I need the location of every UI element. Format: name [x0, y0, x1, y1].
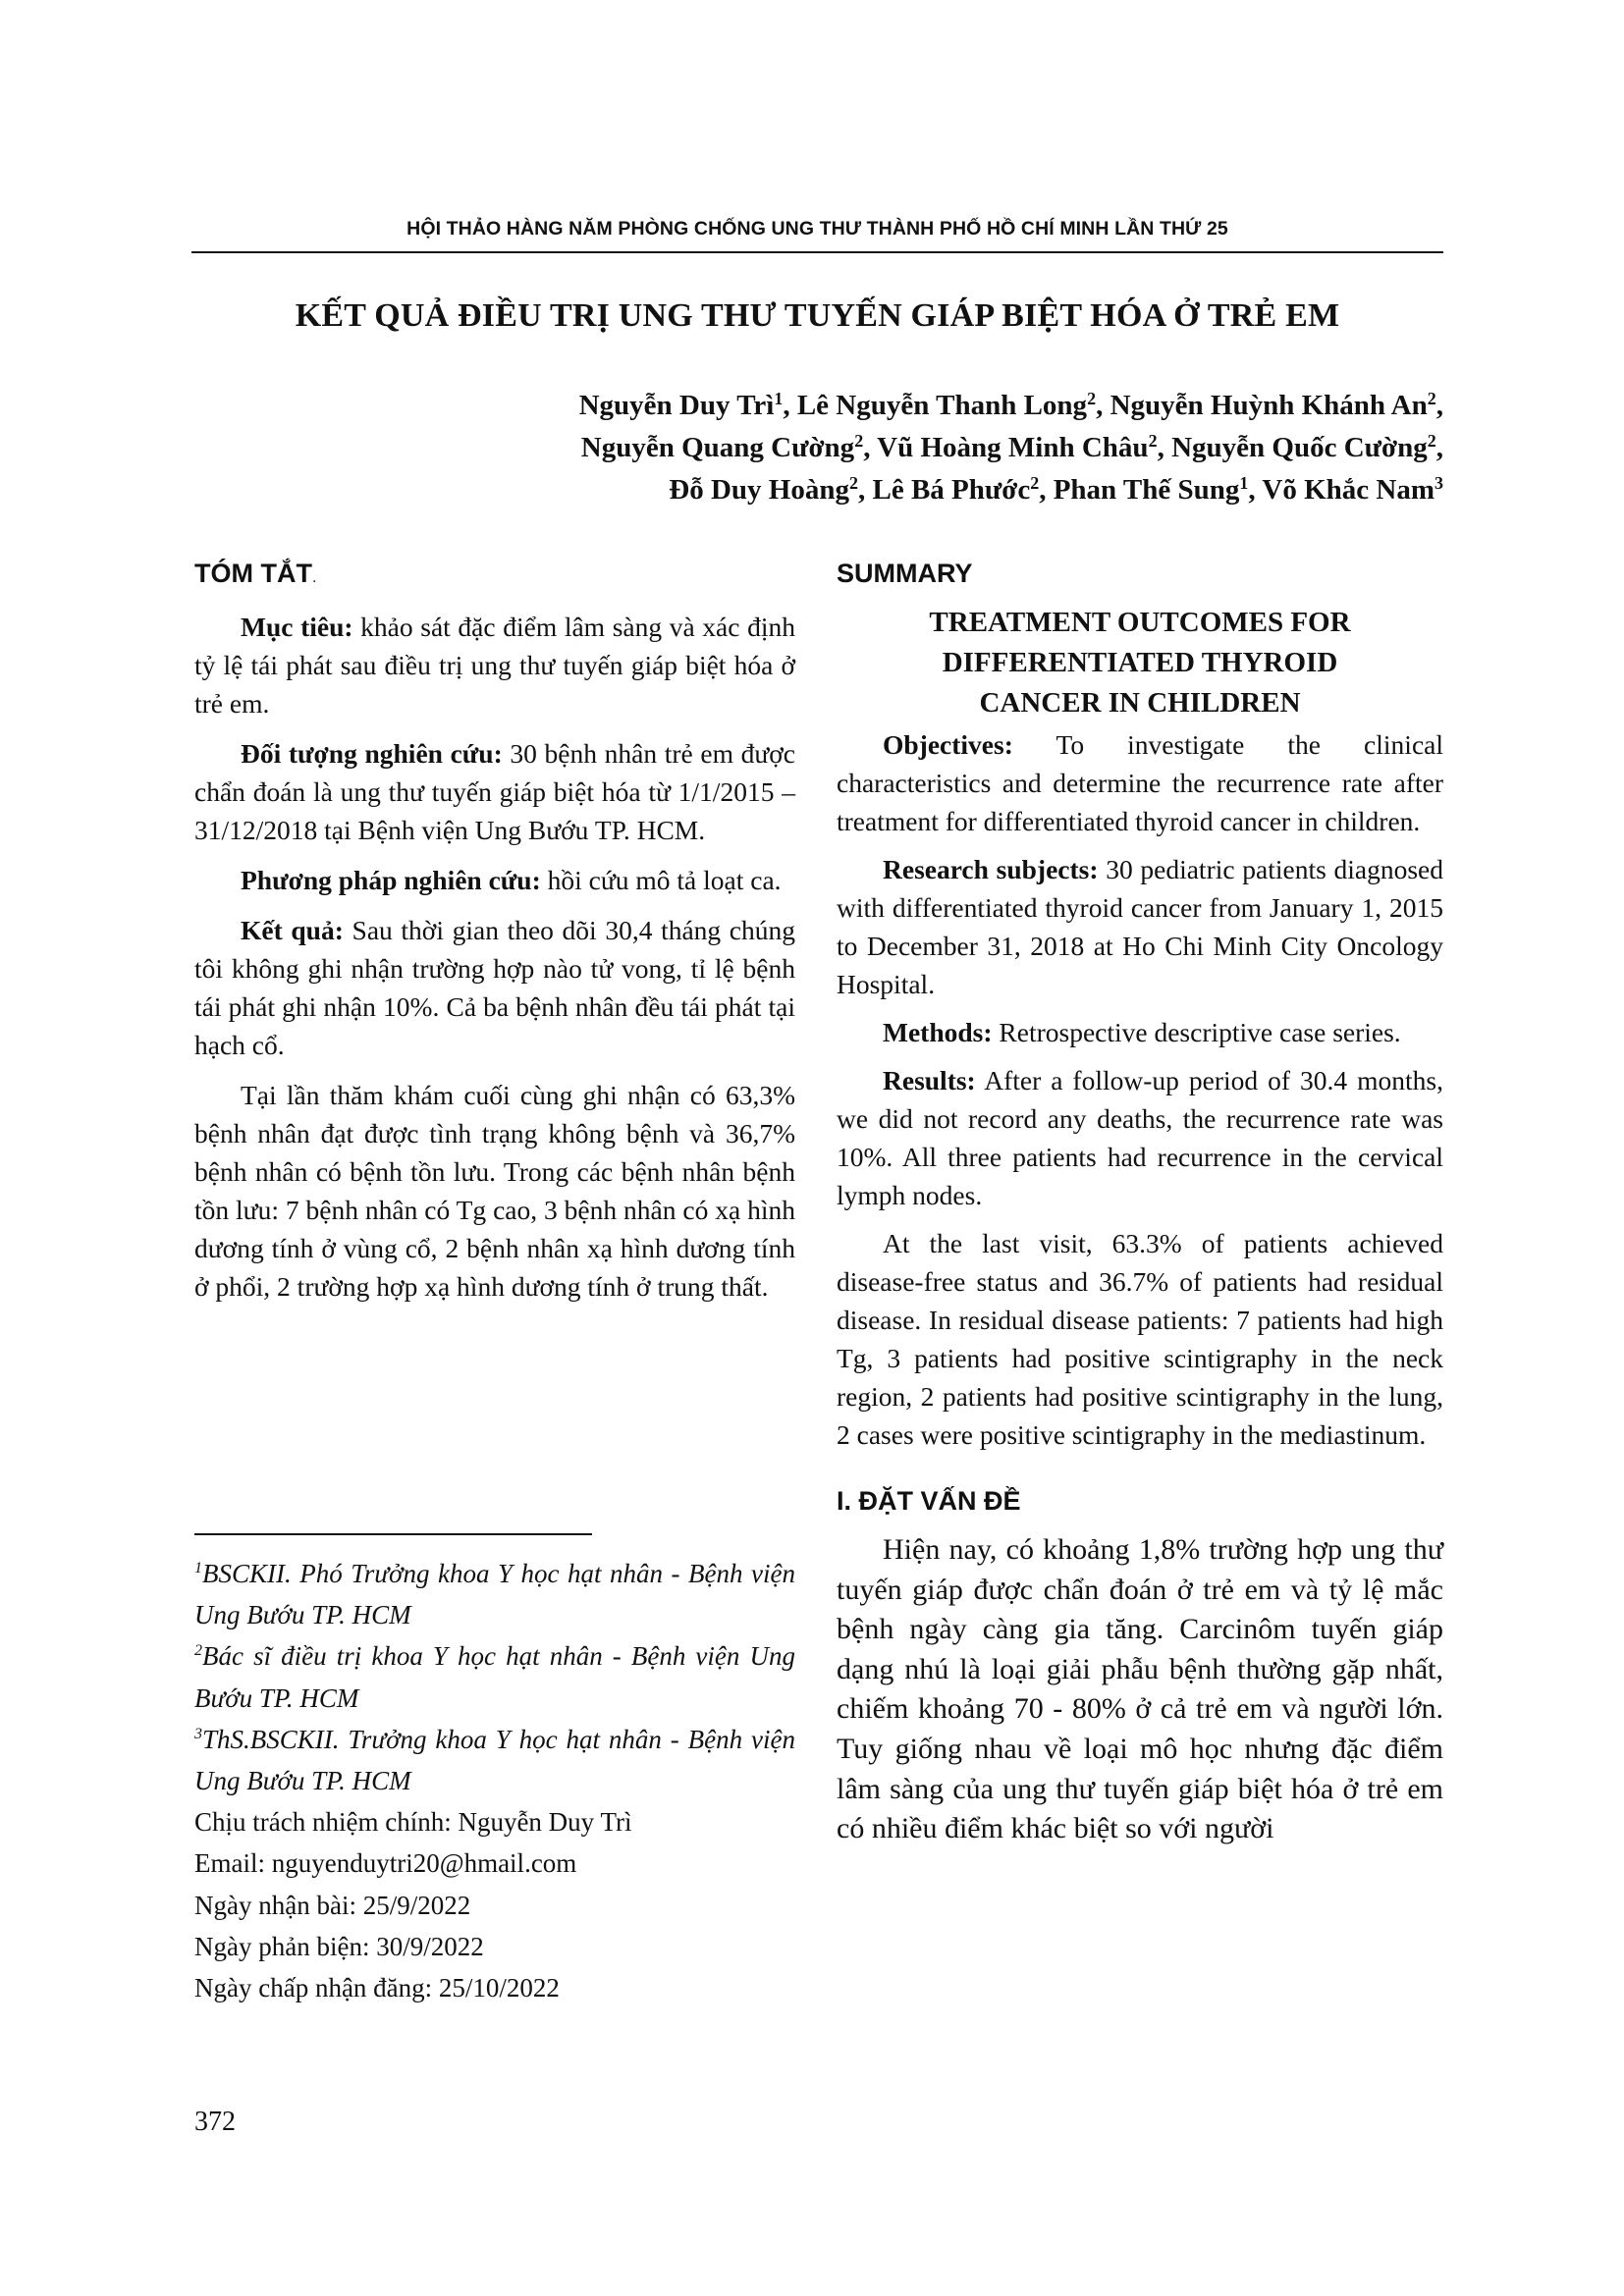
- author: Vũ Hoàng Minh Châu$^2$,: [877, 431, 1172, 463]
- contact-email: Email: nguyenduytri20@hmail.com: [194, 1848, 577, 1879]
- author: Nguyễn Quang Cường$^2$,: [580, 431, 878, 463]
- abstract-vi-methods: Phương pháp nghiên cứu: hồi cứu mô tả loạt ca.: [241, 865, 782, 895]
- author: Nguyễn Duy Trì$^1$,: [578, 389, 797, 421]
- summary-heading: SUMMARY: [837, 559, 973, 588]
- summary-objectives: Objectives: To investigate the clinical characteristics and determine the recurrence rate after treatment for differentiated thyroid cancer in children.: [837, 729, 1443, 836]
- abstract-vi-objectives: Mục tiêu: khảo sát đặc điểm lâm sàng và xác định tỷ lệ tái phát sau điều trị ung thư tuyến giáp biệt hóa ở trẻ em.: [194, 612, 795, 719]
- summary-last-visit: At the last visit, 63.3% of patients achieved disease-free status and 36.7% of patients had residual disease. In residual disease patients: 7 patients had high Tg, 3 patients had positive scintigraphy in the neck region, 2 patients had positive scintigraphy in the lung, 2 cases were positive scintigraphy in the mediastinum.: [837, 1228, 1443, 1450]
- summary-subjects: Research subjects: 30 pediatric patients diagnosed with differentiated thyroid cancer from January 1, 2015 to December 31, 2018 at Ho Chi Minh City Oncology Hospital.: [837, 854, 1443, 999]
- english-title: TREATMENT OUTCOMES FOR DIFFERENTIATED THYROID CANCER IN CHILDREN: [929, 607, 1351, 719]
- footnotes: [194, 1553, 795, 2008]
- footnote-affiliation: $^3$ThS.BSCKII. Trưởng khoa Y học hạt nhân - Bệnh viện Ung Bướu TP. HCM: [194, 1724, 795, 1796]
- date-received: Ngày nhận bài: 25/9/2022: [194, 1890, 471, 1920]
- author: Nguyễn Huỳnh Khánh An$^2$,: [1110, 389, 1443, 421]
- summary-en-column: [837, 550, 1443, 1859]
- page-number: 372: [194, 2107, 236, 2137]
- footnote-rule: [194, 1533, 592, 1535]
- author: Đỗ Duy Hoàng$^2$,: [669, 473, 873, 506]
- corresponding-author: Chịu trách nhiệm chính: Nguyễn Duy Trì: [194, 1807, 632, 1838]
- author: Võ Khắc Nam$^3$: [1262, 473, 1443, 506]
- author: Nguyễn Quốc Cường$^2$,: [1171, 431, 1443, 463]
- author: Lê Nguyễn Thanh Long$^2$,: [796, 389, 1110, 421]
- author-list: [363, 385, 1443, 511]
- introduction-text: Hiện nay, có khoảng 1,8% trường hợp ung thư tuyến giáp được chẩn đoán ở trẻ em và tỷ lệ mắc bệnh ngày càng gia tăng. Carcinôm tuyến giáp dạng nhú là loại giải phẫu bệnh thường gặp nhất, chiếm khoảng 70 - 80% ở cả trẻ em và người lớn. Tuy giống nhau về loại mô học nhưng đặc điểm lâm sàng của ung thư tuyến giáp biệt hóa ở trẻ em có nhiều điểm khác biệt so với người: [837, 1533, 1443, 1845]
- footnote-affiliation: $^2$Bác sĩ điều trị khoa Y học hạt nhân - Bệnh viện Ung Bướu TP. HCM: [194, 1641, 795, 1713]
- summary-methods: Methods: Retrospective descriptive case series.: [883, 1017, 1401, 1047]
- abstract-vi-column: [194, 550, 795, 1317]
- header-rule: [191, 251, 1443, 253]
- abstract-vi-heading: TÓM TẮT.: [194, 559, 317, 588]
- abstract-vi-last-visit: Tại lần thăm khám cuối cùng ghi nhận có 63,3% bệnh nhân đạt được tình trạng không bệnh và 36,7% bệnh nhân có bệnh tồn lưu. Trong các bệnh nhân bệnh tồn lưu: 7 bệnh nhân có Tg cao, 3 bệnh nhân có xạ hình dương tính ở vùng cổ, 2 bệnh nhân xạ hình dương tính ở phổi, 2 trường hợp xạ hình dương tính ở trung thất.: [194, 1080, 795, 1302]
- date-reviewed: Ngày phản biện: 30/9/2022: [194, 1931, 484, 1961]
- running-header: HỘI THẢO HÀNG NĂM PHÒNG CHỐNG UNG THƯ THÀNH PHỐ HỒ CHÍ MINH LẦN THỨ 25: [406, 218, 1228, 240]
- author: Lê Bá Phước$^2$,: [872, 473, 1054, 506]
- paper-title: KẾT QUẢ ĐIỀU TRỊ UNG THƯ TUYẾN GIÁP BIỆT HÓA Ở TRẺ EM: [295, 297, 1340, 334]
- author: Phan Thế Sung$^1$,: [1053, 473, 1263, 506]
- footnote-affiliation: $^1$BSCKII. Phó Trưởng khoa Y học hạt nhân - Bệnh viện Ung Bướu TP. HCM: [194, 1559, 795, 1630]
- summary-results: Results: After a follow-up period of 30.4 months, we did not record any deaths, the recurrence rate was 10%. All three patients had recurrence in the cervical lymph nodes.: [837, 1065, 1443, 1210]
- introduction-heading: I. ĐẶT VẤN ĐỀ: [837, 1486, 1021, 1516]
- abstract-vi-subjects: Đối tượng nghiên cứu: 30 bệnh nhân trẻ em được chẩn đoán là ung thư tuyến giáp biệt hóa từ 1/1/2015 – 31/12/2018 tại Bệnh viện Ung Bướu TP. HCM.: [194, 738, 795, 845]
- date-accepted: Ngày chấp nhận đăng: 25/10/2022: [194, 1973, 560, 2003]
- abstract-vi-results: Kết quả: Sau thời gian theo dõi 30,4 tháng chúng tôi không ghi nhận trường hợp nào tử vong, tỉ lệ bệnh tái phát ghi nhận 10%. Cả ba bệnh nhân đều tái phát tại hạch cổ.: [194, 915, 796, 1060]
